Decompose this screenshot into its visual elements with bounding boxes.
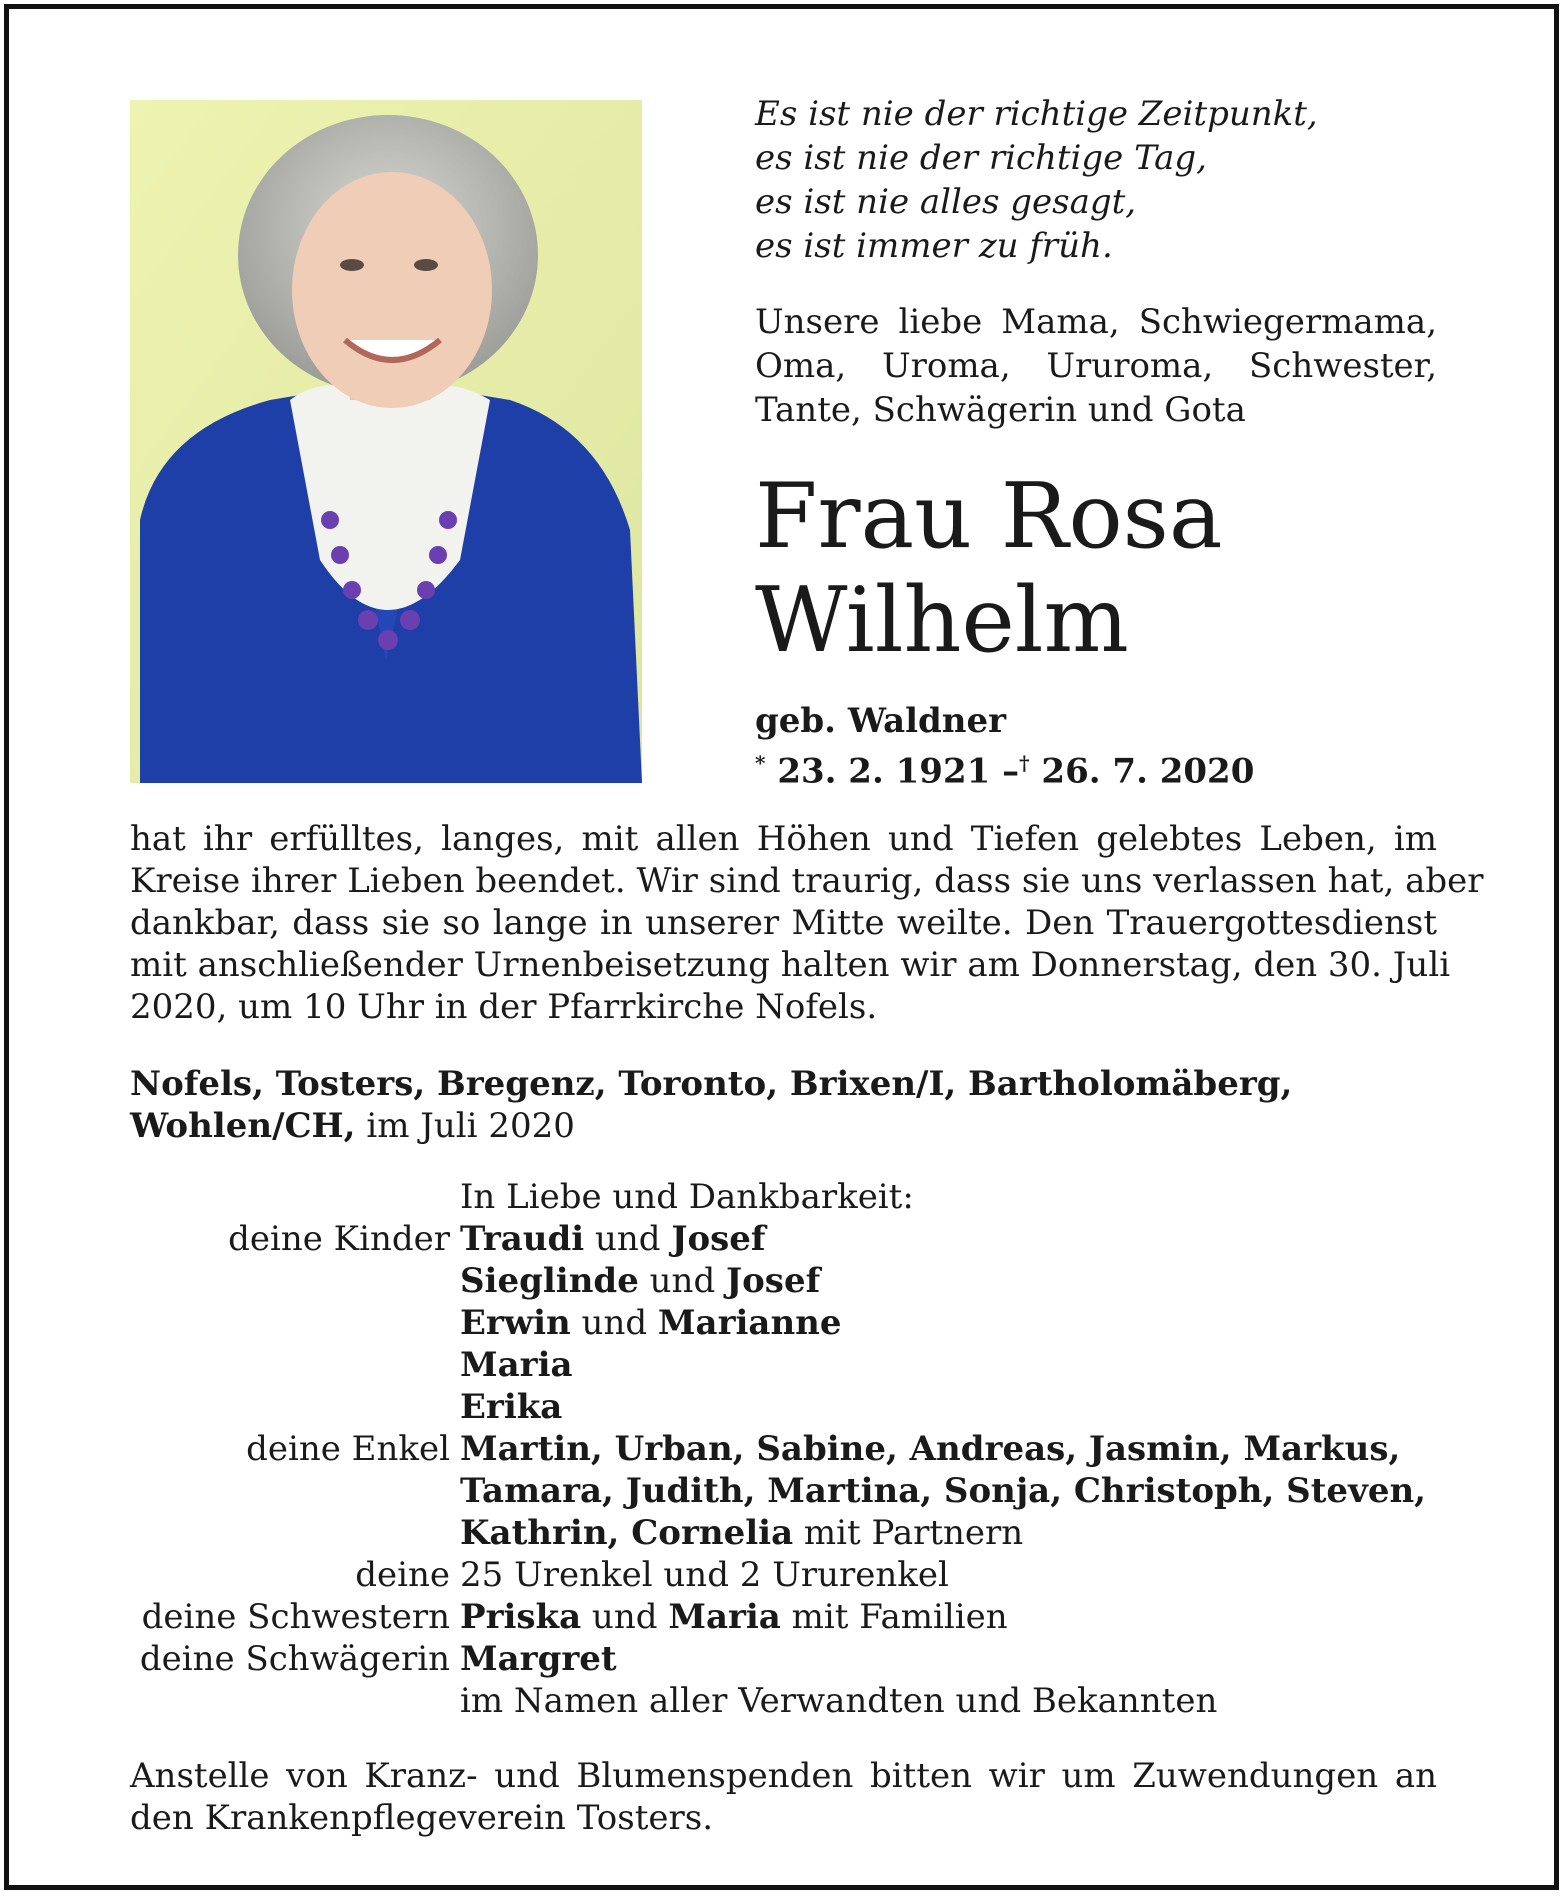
poem-line: Es ist nie der richtige Zeitpunkt, — [755, 94, 1318, 134]
family-name: Kathrin, Cornelia — [460, 1513, 794, 1553]
family-label: deine Schwägerin — [139, 1639, 450, 1679]
family-connector: mit Partnern — [793, 1513, 1024, 1553]
family-connector: und — [581, 1597, 669, 1637]
family-row — [0, 1386, 1567, 1428]
closing-line: Anstelle von Kranz- und Blumenspenden bitten wir um Zuwendungen an — [130, 1756, 1437, 1796]
family-row-kinder — [0, 1218, 1567, 1260]
places-date: im Juli 2020 — [355, 1106, 575, 1146]
intro-line: Unsere liebe Mama, Schwiegermama, — [755, 302, 1437, 342]
body-line: 2020, um 10 Uhr in der Pfarrkirche Nofels. — [130, 987, 878, 1027]
family-row — [0, 1512, 1567, 1554]
family-row — [0, 1470, 1567, 1512]
closing-line: den Krankenpflegeverein Tosters. — [130, 1798, 714, 1838]
family-row — [0, 1302, 1567, 1344]
family-row — [0, 1260, 1567, 1302]
family-label: deine — [355, 1555, 450, 1595]
birth-info — [755, 700, 1254, 792]
family-name: Margret — [460, 1639, 617, 1679]
family-connector: und — [584, 1219, 672, 1259]
places-line-1: Nofels, Tosters, Bregenz, Toronto, Brixen/I, Bartholomäberg, — [130, 1064, 1293, 1104]
family-row-enkel — [0, 1428, 1567, 1470]
family-row-schwestern — [0, 1596, 1567, 1638]
body-line: Kreise ihrer Lieben beendet. Wir sind traurig, dass sie uns verlassen hat, aber — [130, 861, 1484, 901]
family-list — [0, 1218, 1567, 1722]
family-row-urenkel — [0, 1554, 1567, 1596]
intro-line: Tante, Schwägerin und Gota — [755, 390, 1246, 430]
family-name: Josef — [671, 1219, 766, 1259]
family-label: deine Enkel — [246, 1429, 450, 1469]
family-text: 25 Urenkel und 2 Ururenkel — [460, 1555, 949, 1595]
family-name: Martin, Urban, Sabine, Andreas, Jasmin, Markus, — [460, 1429, 1401, 1469]
portrait-photo — [130, 100, 642, 783]
family-text: im Namen aller Verwandten und Bekannten — [460, 1681, 1218, 1721]
body-line: dankbar, dass sie so lange in unserer Mitte weilte. Den Trauergottesdienst — [130, 903, 1437, 943]
closing-note — [130, 1755, 1437, 1839]
birth-symbol: * — [755, 751, 766, 775]
name-line-2: Wilhelm — [755, 568, 1129, 673]
family-label: deine Kinder — [228, 1219, 450, 1259]
family-name: Erika — [460, 1387, 563, 1427]
thanks-heading: In Liebe und Dankbarkeit: — [460, 1177, 914, 1217]
life-dates — [755, 742, 1254, 792]
poem-line: es ist nie alles gesagt, — [755, 182, 1137, 222]
poem-line: es ist nie der richtige Tag, — [755, 138, 1207, 178]
family-row — [0, 1344, 1567, 1386]
intro-line: Oma, Uroma, Ururoma, Schwester, — [755, 346, 1437, 386]
family-row-namen — [0, 1680, 1567, 1722]
name-line-1: Frau Rosa — [755, 464, 1223, 569]
family-name: Traudi — [460, 1219, 585, 1259]
family-name: Marianne — [657, 1303, 842, 1343]
family-connector: und — [638, 1261, 727, 1301]
places-line-2-bold: Wohlen/CH, — [130, 1106, 356, 1146]
family-name: Priska — [460, 1597, 582, 1637]
intro-text — [755, 300, 1437, 432]
death-date: 26. 7. 2020 — [1041, 751, 1255, 792]
body-line: hat ihr erfülltes, langes, mit allen Höhen und Tiefen gelebtes Leben, im — [130, 819, 1437, 859]
family-name: Maria — [668, 1597, 781, 1637]
family-connector: mit Familien — [780, 1597, 1008, 1637]
family-name: Erwin — [460, 1303, 571, 1343]
birth-name: geb. Waldner — [755, 701, 1007, 741]
family-name: Tamara, Judith, Martina, Sonja, Christoph, Steven, — [460, 1471, 1427, 1511]
poem — [755, 92, 1435, 268]
death-symbol: † — [1019, 751, 1030, 775]
family-name: Maria — [460, 1345, 573, 1385]
body-line: mit anschließender Urnenbeisetzung halten wir am Donnerstag, den 30. Juli — [130, 945, 1451, 985]
family-row-schwaegerin — [0, 1638, 1567, 1680]
places-and-date — [130, 1063, 1292, 1147]
birth-date: 23. 2. 1921 – — [777, 751, 1020, 792]
family-name: Josef — [726, 1261, 821, 1301]
family-connector: und — [570, 1303, 658, 1343]
family-label: deine Schwestern — [141, 1597, 450, 1637]
family-name: Sieglinde — [460, 1261, 639, 1301]
poem-line: es ist immer zu früh. — [755, 226, 1113, 266]
announcement-text — [130, 818, 1484, 1028]
deceased-name — [755, 465, 1223, 673]
